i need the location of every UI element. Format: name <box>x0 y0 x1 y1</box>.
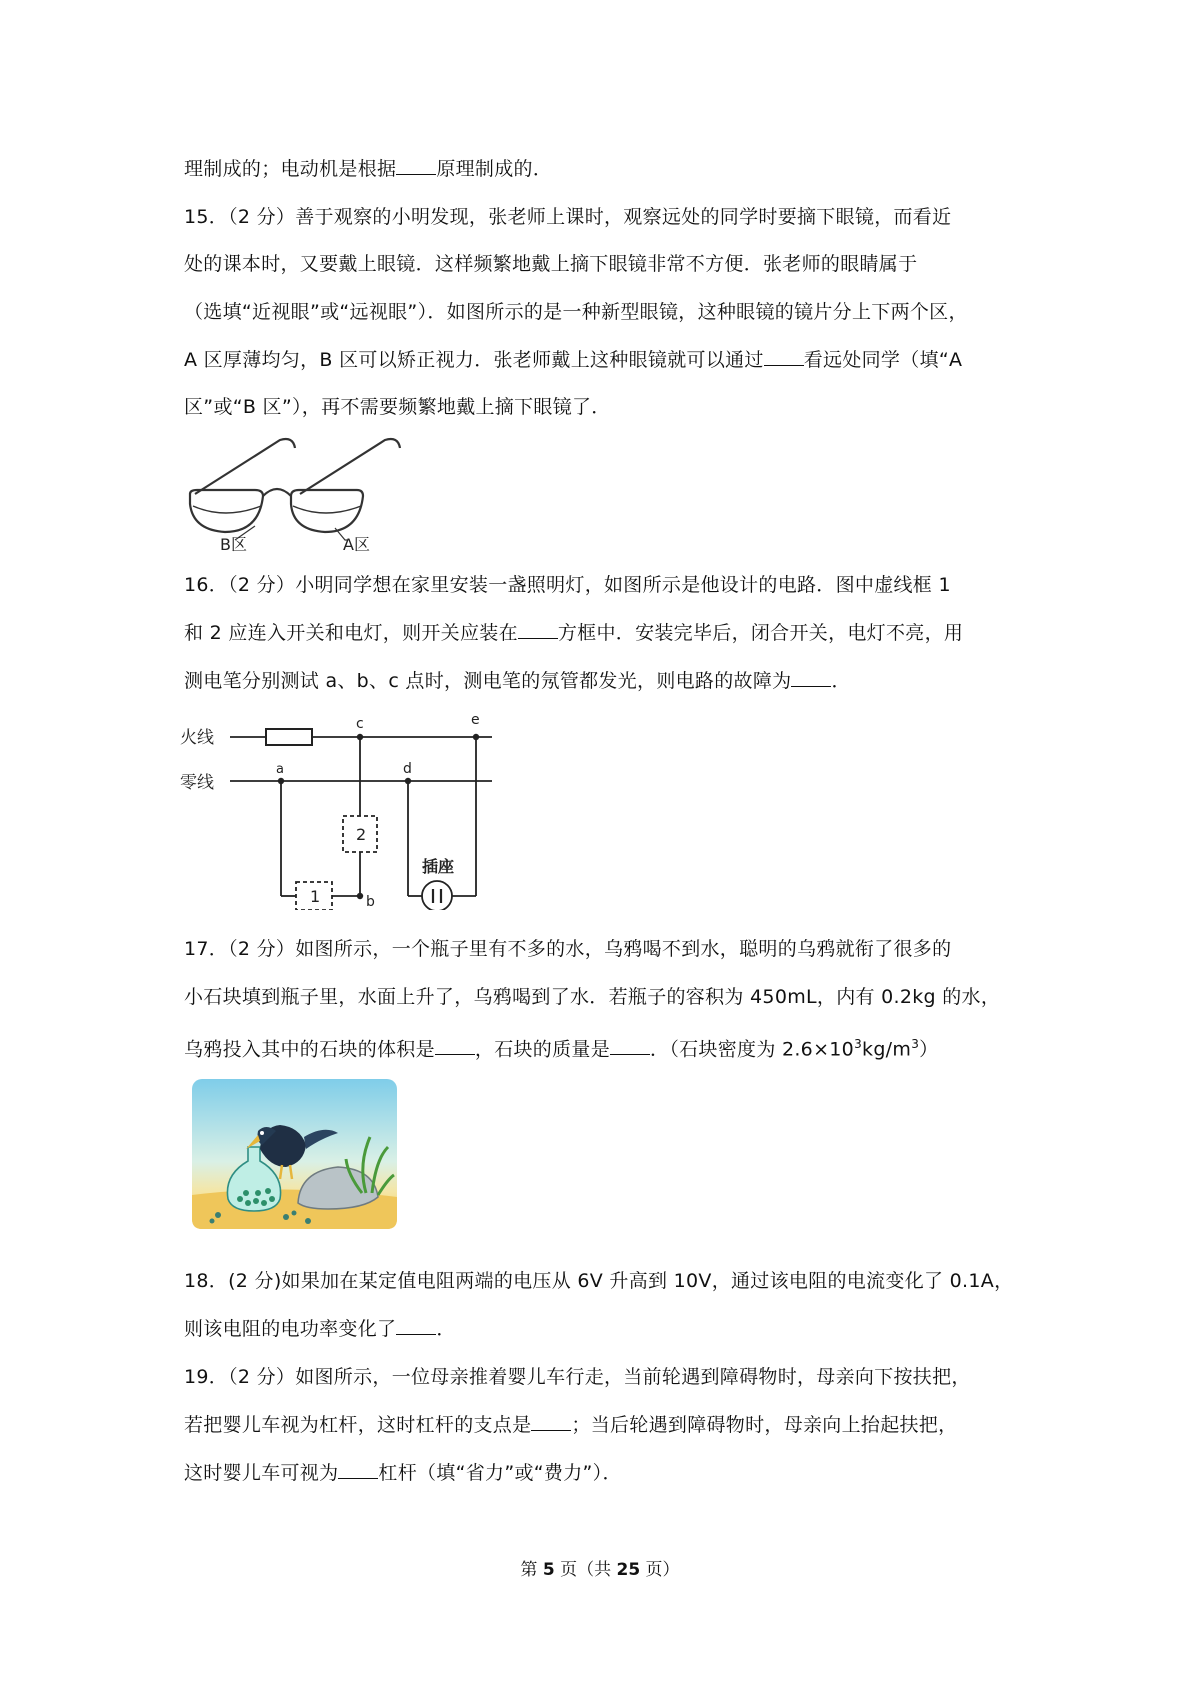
total-page-count: 25 <box>616 1560 641 1580</box>
socket-label: 插座 <box>422 857 455 876</box>
answer-blank <box>338 1460 378 1479</box>
label-a-zone: A区 <box>343 535 370 554</box>
q15-line-5: 区”或“B 区”），再不需要频繁地戴上摘下眼镜了． <box>184 396 611 418</box>
answer-blank <box>518 620 558 639</box>
neutral-wire-label: 零线 <box>180 773 214 793</box>
q17-line-2: 小石块填到瓶子里，水面上升了，乌鸦喝到了水．若瓶子的容积为 450mL，内有 0.2kg 的水， <box>184 986 1001 1008</box>
q15-line-2: 处的课本时，又要戴上眼镜．这样频繁地戴上摘下眼镜非常不方便．张老师的眼睛属于 <box>184 253 918 275</box>
q16-line-2: 和 2 应连入开关和电灯，则开关应装在 方框中．安装完毕后，闭合开关，电灯不亮，用 <box>184 622 964 644</box>
glasses-figure <box>185 432 415 554</box>
q15-line-1: 15．（2 分）善于观察的小明发现，张老师上课时，观察远处的同学时要摘下眼镜，而看近 <box>184 206 952 228</box>
q18-line-2: 则该电阻的电功率变化了 ． <box>184 1318 456 1340</box>
box-1-label: 1 <box>310 887 321 906</box>
label-b-zone: B区 <box>220 535 247 554</box>
q14-tail: 理制成的；电动机是根据 原理制成的． <box>184 158 553 180</box>
circuit-figure <box>180 710 500 910</box>
q19-line-2: 若把婴儿车视为杠杆，这时杠杆的支点是 ；当后轮遇到障碍物时，母亲向上抬起扶把， <box>184 1414 958 1436</box>
answer-blank <box>791 668 831 687</box>
q15-line-3: （选填“近视眼”或“远视眼”）．如图所示的是一种新型眼镜，这种眼镜的镜片分上下两个区， <box>184 301 968 323</box>
box-2-label: 2 <box>356 825 367 844</box>
answer-blank <box>396 156 436 175</box>
answer-blank <box>764 347 804 366</box>
q15-line-4: A 区厚薄均匀，B 区可以矫正视力．张老师戴上这种眼镜就可以通过 看远处同学（填“A <box>184 349 963 371</box>
q18-line-1: 18．(2 分)如果加在某定值电阻两端的电压从 6V 升高到 10V，通过该电阻的电流变化了 0.1A， <box>184 1270 1014 1292</box>
point-c-label: c <box>356 716 364 732</box>
q19-line-3: 这时婴儿车可视为 杠杆（填“省力”或“费力”）． <box>184 1462 622 1484</box>
point-a-label: a <box>276 762 284 777</box>
answer-blank <box>435 1036 475 1055</box>
q17-line-1: 17．（2 分）如图所示，一个瓶子里有不多的水，乌鸦喝不到水，聪明的乌鸦就衔了很多的 <box>184 938 952 960</box>
answer-blank <box>610 1036 650 1055</box>
q16-line-1: 16．（2 分）小明同学想在家里安装一盏照明灯，如图所示是他设计的电路．图中虚线框 1 <box>184 574 951 596</box>
q19-line-1: 19．（2 分）如图所示，一位母亲推着婴儿车行走，当前轮遇到障碍物时，母亲向下按扶把， <box>184 1366 971 1388</box>
live-wire-label: 火线 <box>180 728 214 748</box>
answer-blank <box>396 1316 436 1335</box>
current-page-number: 5 <box>542 1560 555 1580</box>
answer-blank <box>531 1412 571 1431</box>
q16-line-3: 测电笔分别测试 a、b、c 点时，测电笔的氖管都发光，则电路的故障为 ． <box>184 670 851 692</box>
point-d-label: d <box>403 761 412 777</box>
page-footer: 第 5 页（共 25 页） <box>520 1560 680 1580</box>
point-b-label: b <box>366 894 375 910</box>
crow-bottle-illustration <box>188 1075 403 1235</box>
point-e-label: e <box>471 712 480 728</box>
q17-line-3: 乌鸦投入其中的石块的体积是 ，石块的质量是 ．（石块密度为 $2.6\times 10^3kg/m^3$） <box>184 1037 939 1061</box>
